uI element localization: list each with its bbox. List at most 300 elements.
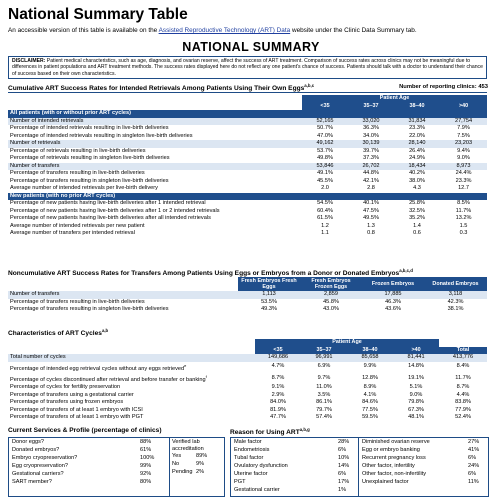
table-row xyxy=(8,291,487,299)
cell-value: 1.5 xyxy=(459,222,468,229)
cell-value: 96,991 xyxy=(301,354,347,362)
item-label: Embryo cryopreservation? xyxy=(12,455,78,461)
cell-value: 1.3 xyxy=(367,222,375,229)
table-row xyxy=(8,208,487,216)
row-label xyxy=(8,399,255,407)
age-header: 35–37 xyxy=(348,103,394,111)
cell-value: 42.3% xyxy=(447,298,464,305)
cell-value: 49.5% xyxy=(363,215,379,221)
divider xyxy=(358,438,359,496)
row-label xyxy=(8,178,302,186)
row-label xyxy=(8,208,302,216)
row-label-text: Number of intended retrievals xyxy=(10,117,84,124)
row-label xyxy=(8,140,302,148)
cell-value: 17,885 xyxy=(362,291,424,299)
item-value: 100% xyxy=(140,455,155,461)
item-label: Egg cryopreservation? xyxy=(12,463,68,469)
column-header: Fresh Embryos Fresh Eggs xyxy=(238,277,300,291)
cell-value: 3.5% xyxy=(317,391,331,398)
row-label-text: Total number of cycles xyxy=(10,354,66,360)
cell-value: 4.7% xyxy=(271,363,285,370)
row-label xyxy=(8,118,302,126)
row-label-text: Percentage of retrievals resulting in singleton live-birth deliveries xyxy=(10,155,170,161)
cell-value: 1.2 xyxy=(321,222,329,229)
list-item xyxy=(362,455,484,461)
cell-value: 59.5% xyxy=(362,414,378,421)
cell-value: 0.6 xyxy=(413,230,421,236)
cell-value: 52,165 xyxy=(302,118,348,126)
table-row xyxy=(8,362,487,373)
table-row xyxy=(8,384,487,392)
cell-value: 6.9% xyxy=(317,363,331,370)
cell-value: 9.1% xyxy=(271,384,285,391)
cell-value: 9.0% xyxy=(409,391,423,398)
item-label: Egg or embryo banking xyxy=(362,447,420,453)
services-box xyxy=(8,437,225,497)
cell-value: 38.1% xyxy=(447,306,464,312)
total-header: Total xyxy=(439,347,487,355)
cell-value: 79.7% xyxy=(316,406,332,413)
list-item xyxy=(234,447,354,453)
table-row xyxy=(8,392,487,400)
intro-text xyxy=(8,27,417,34)
item-value: 88% xyxy=(140,439,152,445)
row-label xyxy=(8,384,255,392)
cell-value: 1.4 xyxy=(413,222,421,229)
cell-value: 83.8% xyxy=(455,399,471,406)
table-row xyxy=(8,407,487,415)
list-item xyxy=(362,447,484,453)
group-header: All patients (with or without prior ART cycles) xyxy=(8,110,487,118)
cell-value: 8.4% xyxy=(456,363,470,370)
list-item xyxy=(234,471,354,477)
cell-value: 18,434 xyxy=(394,163,440,171)
cell-value: 5.1% xyxy=(409,384,423,391)
row-label-text: Percentage of new patients having live-birth deliveries after 1 or 2 intended retrievals xyxy=(10,207,220,214)
services-section-title: Current Services & Profile (percentage of clinics) xyxy=(8,427,162,434)
reasons-title-sup: a,b,g xyxy=(299,427,310,432)
cell-value: 48.1% xyxy=(408,414,424,421)
cell-value: 42.1% xyxy=(363,177,379,184)
row-label xyxy=(8,223,302,231)
disclaimer-box xyxy=(8,56,487,79)
cell-value: 47.0% xyxy=(317,132,333,139)
reasons-section-title xyxy=(230,427,310,436)
cell-value: 35.2% xyxy=(409,215,425,221)
services-list xyxy=(12,439,167,495)
table-row xyxy=(8,185,487,193)
cell-value: 8.9% xyxy=(363,384,377,391)
cell-value: 19.1% xyxy=(408,374,424,381)
age-header: >40 xyxy=(440,103,487,111)
table-row xyxy=(8,414,487,422)
cell-value: 84.6% xyxy=(362,399,378,406)
item-value: 2% xyxy=(196,469,205,475)
row-label-text: Percentage of transfers using frozen embryos xyxy=(10,399,124,406)
age-header: >40 xyxy=(393,347,439,355)
cell-value: 24.9% xyxy=(409,155,425,161)
disclaimer-label: DISCLAIMER: xyxy=(12,58,46,64)
cell-value: 23.3% xyxy=(409,125,425,131)
patient-age-header: Patient Age xyxy=(302,95,487,103)
row-label xyxy=(8,392,255,400)
table-row xyxy=(8,118,487,126)
item-value: 41% xyxy=(468,447,480,453)
cumulative-title-text: Cumulative ART Success Rates for Intended Retrievals Among Patients Using Their Own Eggs xyxy=(8,85,305,93)
list-item xyxy=(234,479,354,485)
row-label xyxy=(8,414,255,422)
cell-value: 81.9% xyxy=(270,406,286,413)
cumulative-section-title xyxy=(8,83,314,92)
row-label xyxy=(8,170,302,178)
cell-value: 12.7 xyxy=(458,185,469,191)
cell-value: 3,118 xyxy=(424,291,487,299)
noncumulative-title-text: Noncumulative ART Success Rates for Transfers Among Patients Using Eggs or Embryos from a Donor or Donated Embryos xyxy=(8,270,400,278)
cell-value: 34.0% xyxy=(363,132,379,139)
cell-value: 86.1% xyxy=(316,399,332,406)
item-value: 6% xyxy=(338,447,347,453)
row-label-text: Percentage of transfers of at least 1 embryo with PGT xyxy=(10,414,144,421)
table-row xyxy=(8,140,487,148)
list-item xyxy=(362,463,484,469)
noncumulative-table xyxy=(8,277,487,314)
list-item xyxy=(12,479,167,485)
cell-value: 26.4% xyxy=(409,147,425,154)
item-value: 9% xyxy=(196,461,205,467)
cell-value: 8.7% xyxy=(271,374,285,381)
row-label-text: Percentage of cycles discontinued after retrieval and before transfer or banking xyxy=(10,376,206,383)
cell-value: 9.4% xyxy=(457,147,470,154)
cell-value: 45.5% xyxy=(317,177,333,184)
cell-value: 81,441 xyxy=(393,354,439,362)
row-label-text: Average number of transfers per intended retrieval xyxy=(10,230,135,236)
table-row xyxy=(8,170,487,178)
item-label: Donor eggs? xyxy=(12,439,45,445)
age-group-header-row xyxy=(8,339,487,347)
table-row xyxy=(8,306,487,314)
item-label: Endometriosis xyxy=(234,447,270,453)
item-value: 1% xyxy=(338,487,347,493)
table-row xyxy=(8,230,487,238)
cell-value: 8,973 xyxy=(440,163,487,171)
cell-value: 46.3% xyxy=(385,298,401,305)
list-item xyxy=(234,439,354,445)
item-label: Male factor xyxy=(234,439,262,445)
list-item xyxy=(12,439,167,445)
row-label-text: Percentage of transfers using a gestational carrier xyxy=(10,391,134,398)
table-row xyxy=(8,223,487,231)
row-label xyxy=(8,125,302,133)
characteristics-title-sup: a,b xyxy=(101,328,109,333)
age-header-row xyxy=(8,103,487,111)
cell-value: 7.5% xyxy=(457,132,470,139)
cell-value: 49.1% xyxy=(317,170,333,176)
cell-value: 9.9% xyxy=(363,363,377,370)
list-item xyxy=(362,479,484,485)
verified-lab-label: Verified lab accreditation xyxy=(172,439,204,452)
item-label: Other factor, non-infertility xyxy=(362,471,427,477)
cumulative-title-sup: a,b,c xyxy=(304,83,315,88)
divider xyxy=(8,92,487,93)
row-label-text: Percentage of transfers resulting in live-birth deliveries xyxy=(10,298,145,305)
cell-value: 50.7% xyxy=(317,125,333,131)
cell-value: 39.7% xyxy=(363,147,379,154)
age-header: <35 xyxy=(255,347,301,355)
group-header-row xyxy=(8,110,487,118)
age-header-row xyxy=(8,347,487,355)
cell-value: 2.0 xyxy=(321,185,329,191)
cell-value: 1.1 xyxy=(321,230,329,236)
row-label-text: Percentage of intended retrievals resulting in singleton live-birth deliveries xyxy=(10,132,193,139)
table-row xyxy=(8,155,487,163)
cell-value: 26,702 xyxy=(348,163,394,171)
item-label: Diminished ovarian reserve xyxy=(362,439,430,445)
list-item xyxy=(362,471,484,477)
item-value: 14% xyxy=(338,463,350,469)
cell-value: 11.0% xyxy=(316,384,332,391)
row-label xyxy=(8,373,255,384)
row-label-text: Number of transfers xyxy=(10,162,60,169)
item-value: 24% xyxy=(468,463,480,469)
cell-value: 4.1% xyxy=(363,391,377,398)
cell-value: 77.5% xyxy=(362,406,378,413)
noncumulative-title-sup: a,b,c,d xyxy=(399,268,413,273)
item-value: 6% xyxy=(338,471,347,477)
row-label-text: Percentage of new patients having live-birth deliveries after 1 intended retrieval xyxy=(10,200,206,206)
item-label: Uterine factor xyxy=(234,471,268,477)
item-value: 28% xyxy=(338,439,350,445)
cell-value: 9.7% xyxy=(317,374,331,381)
list-item xyxy=(172,453,222,459)
item-label: Gestational carriers? xyxy=(12,471,64,477)
list-item xyxy=(12,447,167,453)
cell-value: 84.0% xyxy=(270,399,286,406)
divider xyxy=(169,438,170,496)
row-label xyxy=(8,299,238,307)
cell-value: 43.0% xyxy=(323,306,339,312)
cell-value: 32.5% xyxy=(409,207,425,214)
table-row xyxy=(8,215,487,223)
row-label xyxy=(8,185,302,193)
cell-value: 12.8% xyxy=(362,374,378,381)
item-value: 17% xyxy=(338,479,350,485)
row-label xyxy=(8,407,255,415)
cell-value: 30,139 xyxy=(348,140,394,148)
cell-value: 85,658 xyxy=(347,354,393,362)
row-label-text: Percentage of transfers resulting in singleton live-birth deliveries xyxy=(10,306,169,312)
item-value: 89% xyxy=(196,453,208,459)
list-item xyxy=(234,455,354,461)
row-label xyxy=(8,230,302,238)
cell-value: 2,859 xyxy=(300,291,362,299)
cell-value: 1,113 xyxy=(238,291,300,299)
table-row xyxy=(8,148,487,156)
item-value: 11% xyxy=(468,479,479,485)
cell-value: 36.3% xyxy=(363,125,379,131)
cell-value: 57.4% xyxy=(316,414,332,421)
cell-value: 11.7% xyxy=(455,207,472,214)
row-label xyxy=(8,354,255,362)
list-item xyxy=(172,469,222,475)
item-value: 10% xyxy=(338,455,350,461)
cell-value: 38.0% xyxy=(409,177,425,184)
intro-text-after: website under the Clinic Data Summary tab. xyxy=(290,27,417,34)
cell-value: 37.3% xyxy=(363,155,379,161)
cell-value: 413,776 xyxy=(439,354,487,362)
table-row xyxy=(8,178,487,186)
column-header: Donated Embryos xyxy=(424,277,487,291)
cell-value: 23,203 xyxy=(440,140,487,148)
document-title: NATIONAL SUMMARY xyxy=(182,40,320,54)
reasons-left-list xyxy=(234,439,354,495)
characteristics-section-title xyxy=(8,328,108,337)
cell-value: 25.8% xyxy=(409,200,425,206)
row-label xyxy=(8,362,255,373)
item-label: Recurrent pregnancy loss xyxy=(362,455,426,461)
cell-value: 8.7% xyxy=(456,384,470,391)
cell-value: 44.8% xyxy=(363,170,379,176)
row-label-text: Number of transfers xyxy=(10,291,60,297)
cell-value: 4.4% xyxy=(456,391,470,398)
table-row xyxy=(8,200,487,208)
footnote-marker: f xyxy=(205,373,207,379)
item-label: No xyxy=(172,461,180,467)
cell-value: 53.5% xyxy=(261,298,277,305)
list-item xyxy=(12,471,167,477)
column-header: Frozen Embryos xyxy=(362,277,424,291)
cell-value: 49.8% xyxy=(317,155,333,161)
cell-value: 61.5% xyxy=(317,215,333,221)
cell-value: 43.6% xyxy=(385,306,401,312)
row-label-text: Average number of intended retrievals per new patient xyxy=(10,222,145,229)
cell-value: 49.3% xyxy=(261,306,277,312)
cell-value: 0.3 xyxy=(459,230,468,236)
age-header: <35 xyxy=(302,103,348,111)
cell-value: 49,162 xyxy=(302,140,348,148)
table-row xyxy=(8,299,487,307)
cell-value: 24.4% xyxy=(455,170,472,176)
age-header: 35–37 xyxy=(301,347,347,355)
group-header: New patients (with no prior ART cycles) xyxy=(8,193,487,201)
list-item xyxy=(12,463,167,469)
age-header: 38–40 xyxy=(347,347,393,355)
patient-age-header: Patient Age xyxy=(255,339,439,347)
cell-value: 54.5% xyxy=(317,200,333,206)
item-label: Ovulatory dysfunction xyxy=(234,463,288,469)
cell-value: 45.8% xyxy=(323,298,339,305)
row-label xyxy=(8,133,302,141)
cell-value: 52.4% xyxy=(455,414,471,421)
age-header: 38–40 xyxy=(394,103,440,111)
row-label-text: Average number of intended retrievals per live-birth delivery xyxy=(10,185,158,191)
reasons-box xyxy=(230,437,489,497)
cell-value: 47.7% xyxy=(270,414,286,421)
cell-value: 4.3 xyxy=(413,185,421,191)
row-label-text: Percentage of new patients having live-birth deliveries after all intended retrievals xyxy=(10,215,211,221)
item-label: Donated embryos? xyxy=(12,447,60,453)
reasons-right-list xyxy=(362,439,484,495)
column-header: Fresh Embryos Frozen Eggs xyxy=(300,277,362,291)
group-header-row xyxy=(8,193,487,201)
list-item xyxy=(362,439,484,445)
row-label-text: Percentage of transfers resulting in live-birth deliveries xyxy=(10,170,145,176)
cell-value: 9.0% xyxy=(457,155,470,161)
intro-text-before: An accessible version of this table is available on the xyxy=(8,27,159,34)
cell-value: 47.5% xyxy=(363,207,379,214)
row-label-text: Percentage of cycles for fertility preservation xyxy=(10,384,121,391)
item-label: Yes xyxy=(172,453,182,459)
cell-value: 7.9% xyxy=(457,125,470,131)
item-label: Other factor, infertility xyxy=(362,463,415,469)
cell-value: 40.2% xyxy=(409,170,425,176)
table-row xyxy=(8,373,487,384)
reporting-clinics: Number of reporting clinics: 453 xyxy=(399,84,488,90)
list-item xyxy=(12,455,167,461)
cell-value: 79.8% xyxy=(408,399,424,406)
row-label-text: Percentage of transfers of at least 1 embryo with ICSI xyxy=(10,406,143,413)
item-value: 80% xyxy=(140,479,152,485)
item-value: 6% xyxy=(468,455,477,461)
cell-value: 23.3% xyxy=(455,177,472,184)
cell-value: 14.8% xyxy=(408,363,424,370)
cell-value: 67.3% xyxy=(408,406,424,413)
row-label xyxy=(8,155,302,163)
cell-value: 60.4% xyxy=(317,207,333,214)
table-row xyxy=(8,163,487,171)
cell-value: 22.0% xyxy=(409,132,425,139)
cell-value: 53,846 xyxy=(302,163,348,171)
item-value: 61% xyxy=(140,447,152,453)
item-value: 92% xyxy=(140,471,152,477)
table-row xyxy=(8,125,487,133)
reasons-title-text: Reason for Using ART xyxy=(230,429,300,437)
cell-value: 2.9% xyxy=(271,391,285,398)
verified-lab-list xyxy=(172,453,222,483)
cumulative-table xyxy=(8,95,487,238)
row-label xyxy=(8,163,302,171)
row-label-text: Percentage of intended retrievals resulting in live-birth deliveries xyxy=(10,125,169,131)
cell-value: 149,686 xyxy=(255,354,301,362)
table-row xyxy=(8,399,487,407)
cell-value: 11.7% xyxy=(455,374,471,381)
row-label-text: Number of retrievals xyxy=(10,140,61,146)
item-label: SART member? xyxy=(12,479,52,485)
cell-value: 2.8 xyxy=(367,185,375,191)
footnote-marker: e xyxy=(184,362,187,368)
list-item xyxy=(234,463,354,469)
row-label xyxy=(8,148,302,156)
cell-value: 53.7% xyxy=(317,147,333,154)
art-data-link[interactable]: Assisted Reproductive Technology (ART) Data xyxy=(158,27,291,34)
item-value: 27% xyxy=(468,439,480,445)
row-label-text: Percentage of retrievals resulting in live-birth deliveries xyxy=(10,147,146,154)
row-label xyxy=(8,215,302,223)
item-label: Pending xyxy=(172,469,193,475)
row-label-text: Percentage of intended egg retrieval cycles without any eggs retrieved xyxy=(10,365,185,372)
cell-value: 13.2% xyxy=(455,215,472,221)
cell-value: 31,834 xyxy=(394,118,440,126)
table-row xyxy=(8,354,487,362)
cell-value: 28,140 xyxy=(394,140,440,148)
item-label: Unexplained factor xyxy=(362,479,409,485)
row-label-text: Percentage of transfers resulting in singleton live-birth deliveries xyxy=(10,177,169,184)
cell-value: 0.8 xyxy=(367,230,375,236)
cell-value: 77.9% xyxy=(455,406,471,413)
cell-value: 27,754 xyxy=(440,118,487,126)
cell-value: 40.1% xyxy=(363,200,379,206)
cell-value: 8.5% xyxy=(457,200,470,206)
item-label: Gestational carrier xyxy=(234,487,280,493)
